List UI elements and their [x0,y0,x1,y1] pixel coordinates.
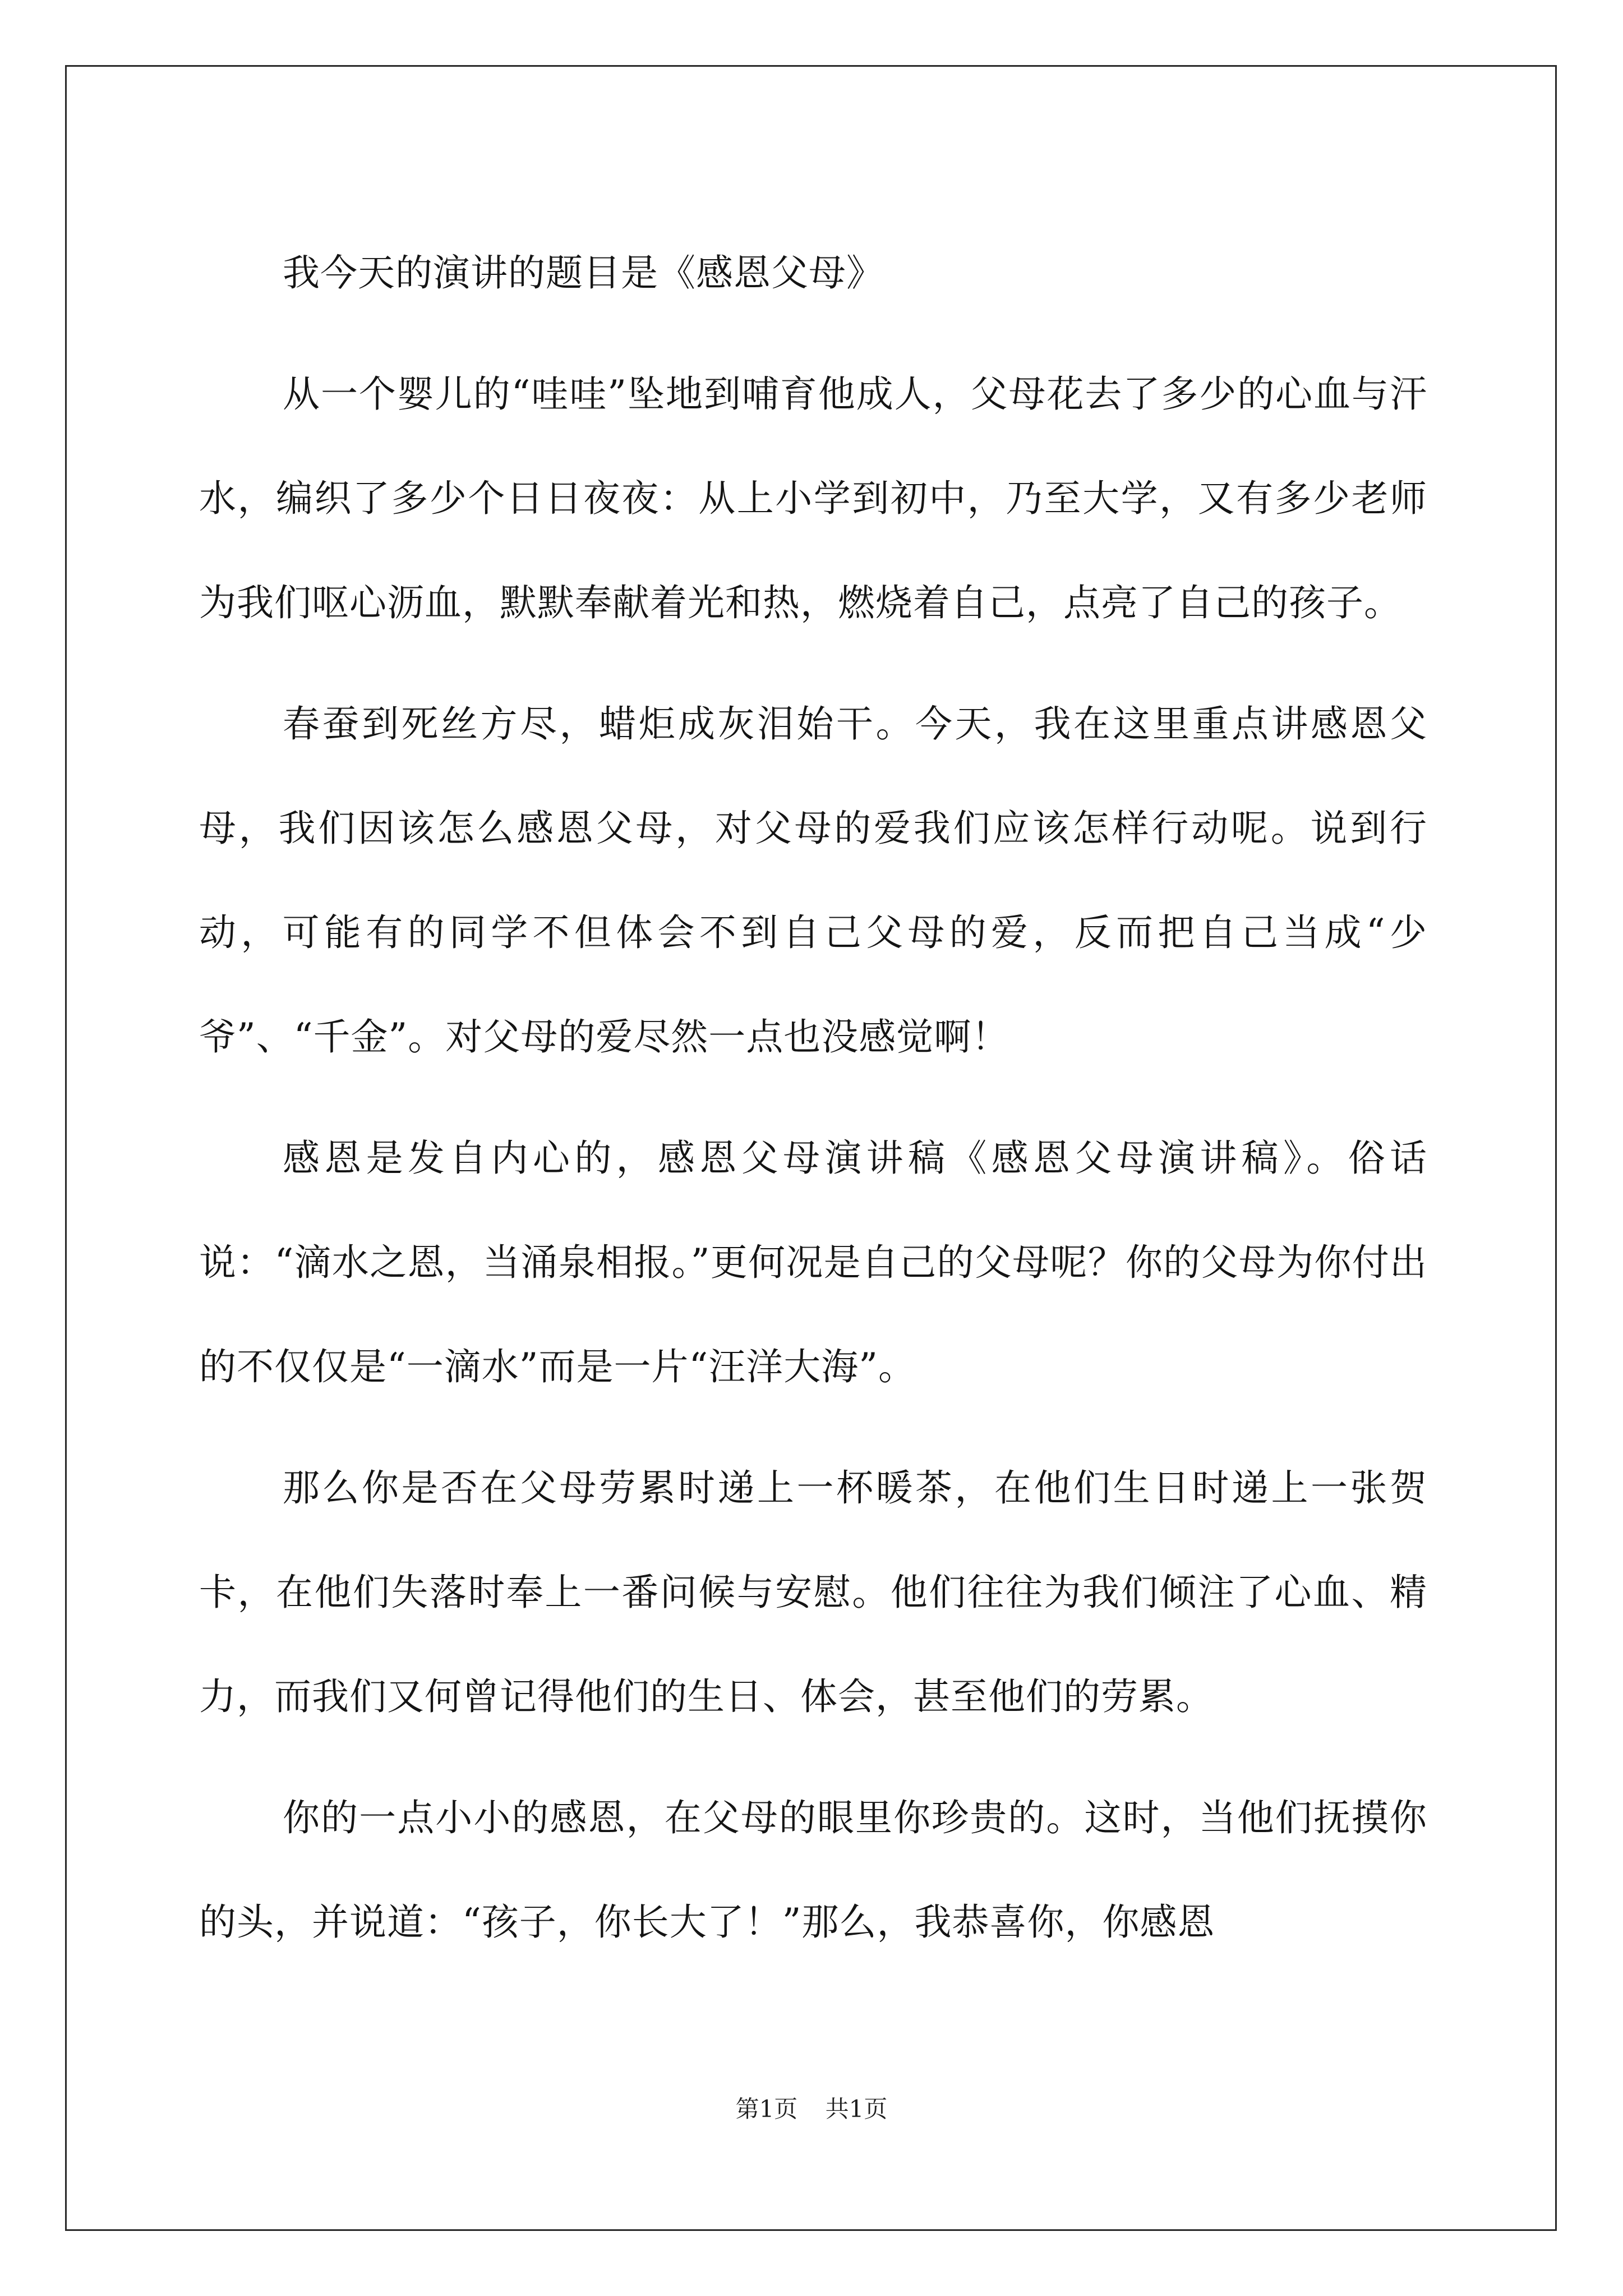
paragraph: 感恩是发自内心的，感恩父母演讲稿《感恩父母演讲稿》。俗话说：“滴水之恩，当涌泉相报。”更何况是自己的父母呢？你的父母为你付出的不仅仅是“一滴水”而是一片“汪洋大海”。 [199,1137,1427,1388]
paragraph: 春蚕到死丝方尽，蜡炬成灰泪始干。今天，我在这里重点讲感恩父母，我们因该怎么感恩父母，对父母的爱我们应该怎样行动呢。说到行动，可能有的同学不但体会不到自己父母的爱，反而把自己当成“少爷”、“千金”。对父母的爱尽然一点也没感觉啊！ [199,702,1427,1059]
page-footer [0,2091,1623,2124]
page-number: 第1页 [735,2095,798,2123]
paragraph: 那么你是否在父母劳累时递上一杯暖茶，在他们生日时递上一张贺卡，在他们失落时奉上一番问候与安慰。他们往往为我们倾注了心血、精力，而我们又何曾记得他们的生日、体会，甚至他们的劳累。 [199,1466,1427,1718]
page-total: 共1页 [825,2095,888,2123]
speech-title-line: 我今天的演讲的题目是《感恩父母》 [283,251,884,295]
document-body [199,224,1427,1991]
paragraph: 你的一点小小的感恩，在父母的眼里你珍贵的。这时，当他们抚摸你的头，并说道：“孩子，你长大了！”那么，我恭喜你，你感恩 [199,1796,1427,1944]
paragraph: 从一个婴儿的“哇哇”坠地到哺育他成人，父母花去了多少的心血与汗水，编织了多少个日日夜夜：从上小学到初中，乃至大学，又有多少老师为我们呕心沥血，默默奉献着光和热，燃烧着自己，点亮了自己的孩子。 [199,372,1427,624]
